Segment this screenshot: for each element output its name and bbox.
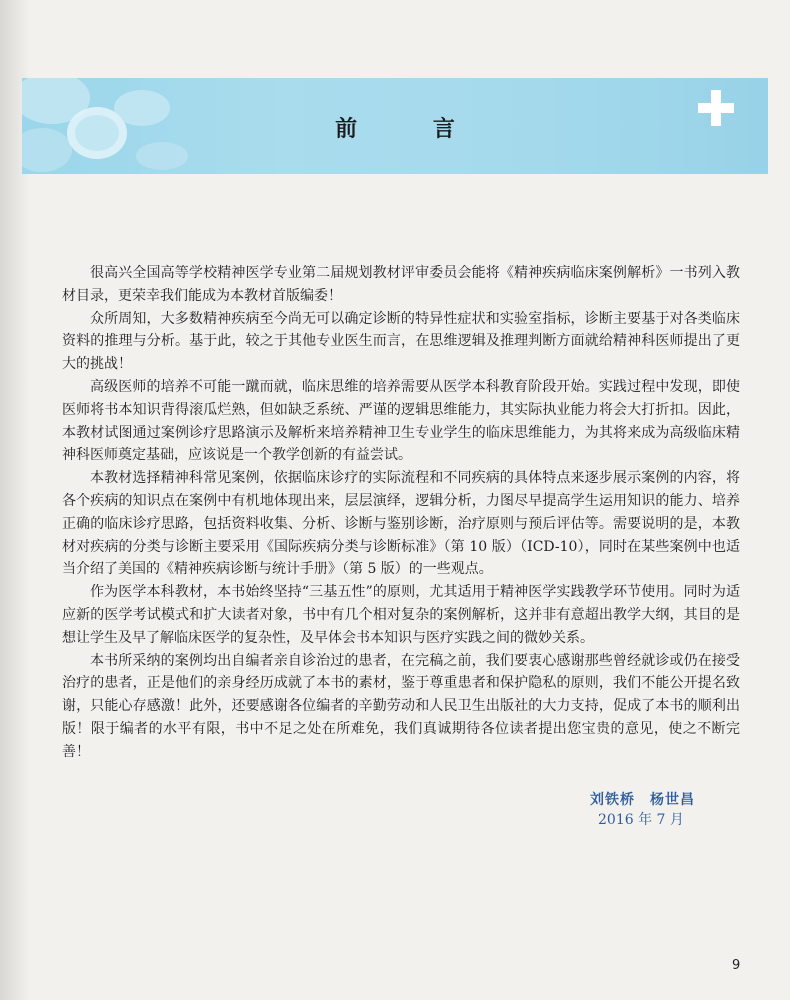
paragraph: 众所周知，大多数精神疾病至今尚无可以确定诊断的特异性症状和实验室指标，诊断主要基于对各类临床资料的推理与分析。基于此，较之于其他专业医生而言，在思维逻辑及推理判断方面就给精神科医师提出了更大的挑战！	[62, 310, 740, 373]
page-number: 9	[732, 958, 741, 973]
page-title: 前 言	[335, 117, 489, 142]
paragraph: 很高兴全国高等学校精神医学专业第二届规划教材评审委员会能将《精神疾病临床案例解析》一书列入教材目录，更荣幸我们能成为本教材首版编委！	[62, 265, 740, 304]
paragraph: 高级医师的培养不可能一蹴而就，临床思维的培养需要从医学本科教育阶段开始。实践过程中发现，即使医师将书本知识背得滚瓜烂熟，但如缺乏系统、严谨的逻辑思维能力，其实际执业能力将会大打折扣。因此，本教材试图通过案例诊疗思路演示及解析来培养精神卫生专业学生的临床思维能力，为其将来成为高级临床精神科医师奠定基础，应该说是一个教学创新的有益尝试。	[62, 378, 740, 464]
paragraph: 本书所采纳的案例均出自编者亲自诊治过的患者，在完稿之前，我们要衷心感谢那些曾经就诊或仍在接受治疗的患者，正是他们的亲身经历成就了本书的素材，鉴于尊重患者和保护隐私的原则，我们不能公开提名致谢，只能心存感激！此外，还要感谢各位编者的辛勤劳动和人民卫生出版社的大力支持，促成了本书的顺利出版！限于编者的水平有限，书中不足之处在所难免，我们真诚期待各位读者提出您宝贵的意见，使之不断完善！	[62, 652, 740, 760]
preface-body	[62, 262, 740, 764]
signature-date: 2016 年 7 月	[598, 812, 684, 828]
paragraph: 本教材选择精神科常见案例，依据临床诊疗的实际流程和不同疾病的具体特点来逐步展示案例的内容，将各个疾病的知识点在案例中有机地体现出来，层层演绎，逻辑分析，力图尽早提高学生运用知识的能力、培养正确的临床诊疗思路，包括资料收集、分析、诊断与鉴别诊断，治疗原则与预后评估等。需要说明的是，本教材对疾病的分类与诊断主要采用《国际疾病分类与诊断标准》（第 10 版）（ICD-10），同时在某些案例中也适当介绍了美国的《精神疾病诊断与统计手册》（第 5 版）的一些观点。	[62, 470, 740, 578]
title-banner	[22, 78, 768, 174]
author-signature: 刘铁桥 杨世昌	[590, 792, 695, 808]
paragraph: 作为医学本科教材，本书始终坚持“三基五性”的原则，尤其适用于精神医学实践教学环节使用。同时为适应新的医学考试模式和扩大读者对象，书中有几个相对复杂的案例解析，这并非有意超出教学大纲，其目的是想让学生及早了解临床医学的复杂性，及早体会书本知识与医疗实践之间的微妙关系。	[62, 584, 740, 646]
